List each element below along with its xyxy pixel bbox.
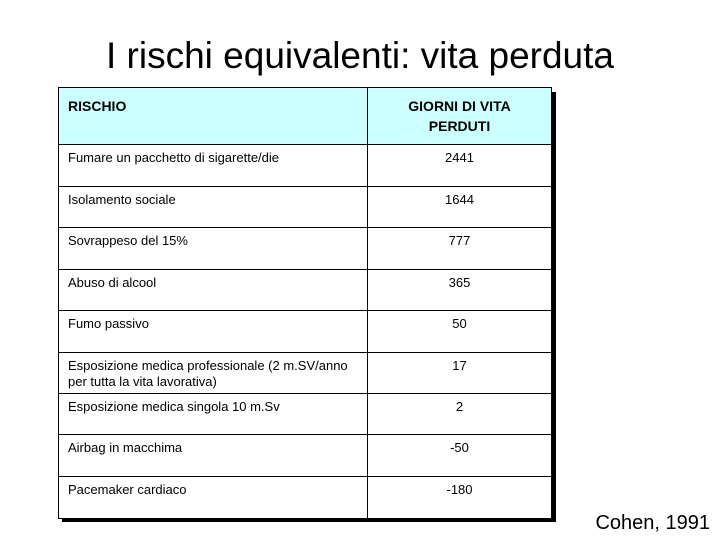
table-row bbox=[59, 187, 552, 228]
risk-cell: Isolamento sociale bbox=[59, 187, 368, 228]
table-row bbox=[59, 477, 552, 519]
days-cell: 50 bbox=[368, 311, 552, 353]
risk-cell: Fumare un pacchetto di sigarette/die bbox=[59, 145, 368, 187]
citation: Cohen, 1991 bbox=[595, 512, 710, 534]
risk-cell: Abuso di alcool bbox=[59, 270, 368, 311]
days-cell: 17 bbox=[368, 353, 552, 394]
risk-table bbox=[58, 87, 552, 519]
risk-cell: Esposizione medica professionale (2 m.SV/anno per tutta la vita lavorativa) bbox=[59, 353, 368, 394]
table-row bbox=[59, 435, 552, 477]
risk-cell: Sovrappeso del 15% bbox=[59, 228, 368, 270]
risk-cell: Pacemaker cardiaco bbox=[59, 477, 368, 519]
days-cell: 365 bbox=[368, 270, 552, 311]
days-cell: 777 bbox=[368, 228, 552, 270]
days-cell: 1644 bbox=[368, 187, 552, 228]
risk-cell: Airbag in macchima bbox=[59, 435, 368, 477]
risk-cell: Esposizione medica singola 10 m.Sv bbox=[59, 394, 368, 435]
table-row bbox=[59, 145, 552, 187]
risk-cell: Fumo passivo bbox=[59, 311, 368, 353]
days-cell: -50 bbox=[368, 435, 552, 477]
table-row bbox=[59, 311, 552, 353]
table-row bbox=[59, 394, 552, 435]
header-risk: RISCHIO bbox=[59, 88, 368, 145]
table-header-row bbox=[59, 88, 552, 145]
header-days-lost: GIORNI DI VITA PERDUTI bbox=[368, 88, 552, 145]
days-cell: -180 bbox=[368, 477, 552, 519]
slide-title: I rischi equivalenti: vita perduta bbox=[106, 35, 614, 76]
table-row bbox=[59, 270, 552, 311]
table-row bbox=[59, 228, 552, 270]
table-row bbox=[59, 353, 552, 394]
days-cell: 2 bbox=[368, 394, 552, 435]
days-cell: 2441 bbox=[368, 145, 552, 187]
